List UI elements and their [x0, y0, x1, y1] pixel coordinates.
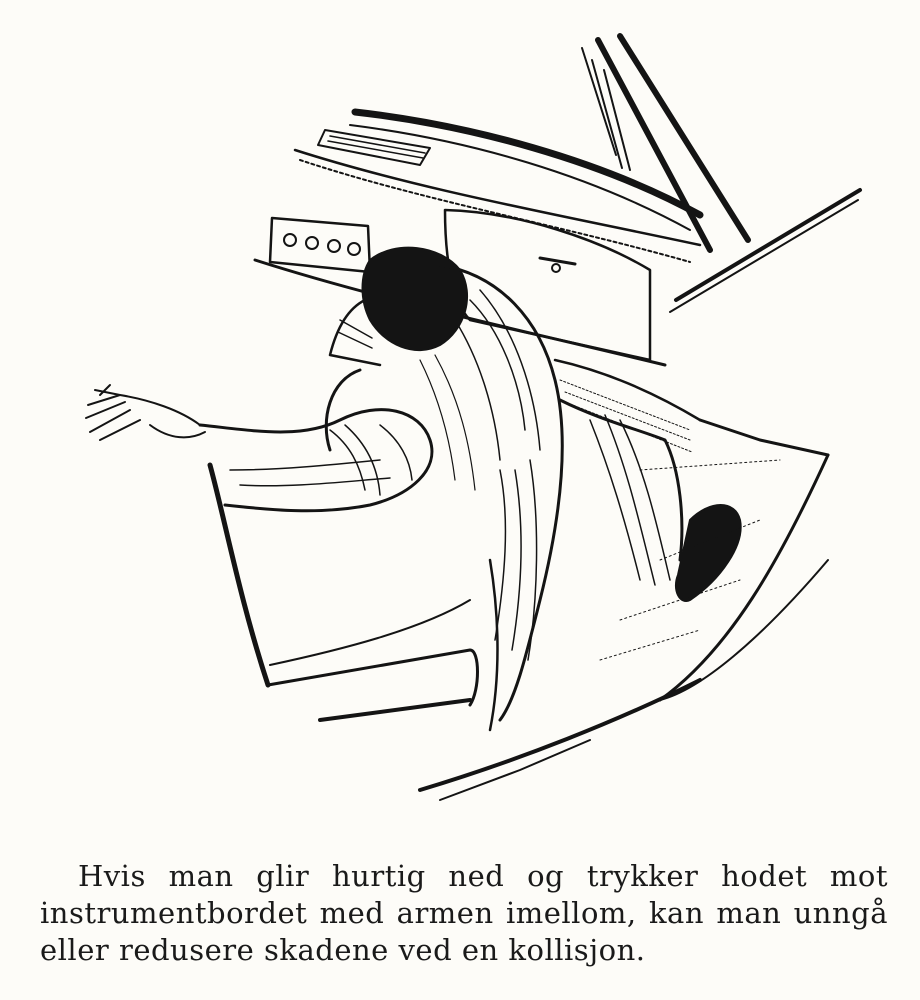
window-frame-line: [676, 190, 860, 300]
person-arm: [200, 410, 432, 511]
dashboard: [255, 112, 700, 365]
caption-line: eller redusere skadene ved en kollisjon.: [40, 933, 646, 967]
person-hand: [86, 385, 205, 440]
illustration-caption: [40, 858, 888, 969]
caption-line: instrumentbordet med armen imellom, kan man unngå: [40, 896, 888, 930]
caption-line: Hvis man glir hurtig ned og trykker hodet mot: [78, 859, 888, 893]
seat-and-legs: [555, 360, 741, 601]
